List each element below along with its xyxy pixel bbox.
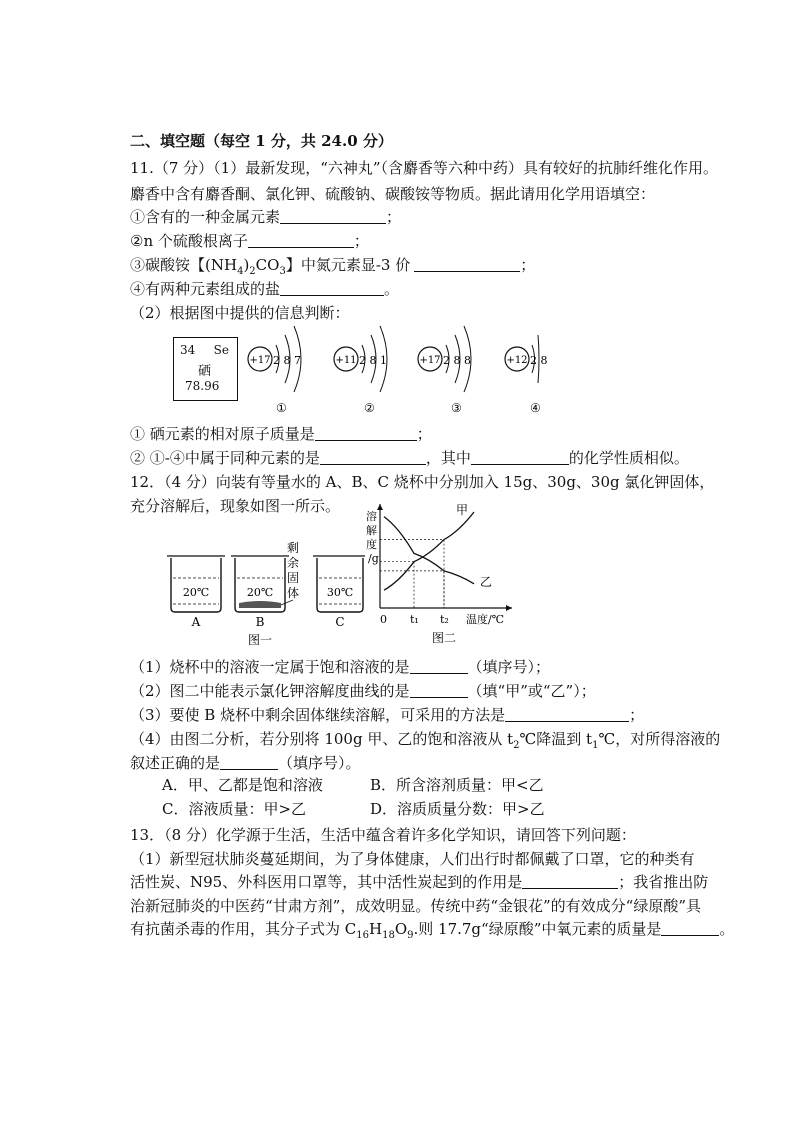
beaker-b-label: B xyxy=(255,615,265,629)
q11-item2-text: ②n 个硫酸根离子 xyxy=(130,232,248,250)
q13-line5-post: .则 17.7g“绿原酸”中氧元素的质量是 xyxy=(413,920,662,938)
element-atomic-number: 34 xyxy=(180,343,196,357)
atom-4-shells: 2 8 xyxy=(530,354,548,367)
q12-sub2-post: （填“甲”或“乙”）； xyxy=(467,682,596,700)
q13-line2: （1）新型冠状肺炎蔓延期间，为了身体健康，人们出行时都佩戴了口罩，它的种类有 xyxy=(130,850,695,868)
atom-4-label: ④ xyxy=(530,401,541,415)
q11-item3-sub1: 4 xyxy=(237,266,244,277)
beaker-b xyxy=(231,556,293,629)
q11-item1-text: ①含有的一种金属元素 xyxy=(130,208,281,226)
q11-item4-text: ④有两种元素组成的盐 xyxy=(130,280,281,298)
x-tick-label-1: t₁ xyxy=(410,613,419,626)
q12-option-b[interactable]: B．所含溶剂质量：甲<乙 xyxy=(370,776,544,794)
q11-item3-semicolon: ； xyxy=(520,256,536,274)
q13-line4: 治新冠肺炎的中医药“甘肃方剂”，成效明显。传统中药“金银花”的有效成分“绿原酸”具 xyxy=(130,897,702,915)
atom-4 xyxy=(505,335,548,415)
figure-2-solubility-chart xyxy=(362,500,522,650)
q12-sub4-mid: ℃降温到 t xyxy=(519,730,593,748)
q12-option-d[interactable]: D．溶质质量分数：甲>乙 xyxy=(370,800,545,818)
q12-sub4-s2: 1 xyxy=(592,740,599,751)
q12-sub2-text: （2）图二中能表示氯化钾溶解度曲线的是 xyxy=(130,682,410,700)
atom-diagrams xyxy=(240,318,548,418)
q13-formula-o: O xyxy=(394,920,408,938)
answer-blank-q11-1[interactable] xyxy=(280,209,386,224)
x-tick-label-0: 0 xyxy=(380,613,387,626)
figure-1-caption: 图一 xyxy=(247,633,273,647)
q11-item3-sub2: 2 xyxy=(249,266,256,277)
x-tick-label-2: t₂ xyxy=(440,613,449,626)
q11-line1: 11.（7 分）（1）最新发现，“六神丸”（含麝香等六种中药）具有较好的抗肺纤维化作用。 xyxy=(130,159,719,177)
answer-blank-q11-3[interactable] xyxy=(414,257,520,272)
undissolved-solid xyxy=(239,601,281,608)
q12-sub3-semicolon: ； xyxy=(629,706,645,724)
answer-blank-q12-3[interactable] xyxy=(505,707,629,722)
atom-2-shells: 2 8 1 xyxy=(359,354,387,367)
atom-1-nucleus: +17 xyxy=(249,355,271,366)
atom-3-label: ③ xyxy=(451,401,462,415)
atom-1 xyxy=(248,326,301,415)
x-axis-arrow xyxy=(506,605,512,611)
q11-item3-co: CO xyxy=(255,256,280,274)
beakers-svg xyxy=(165,520,365,650)
answer-blank-q12-2[interactable] xyxy=(410,683,468,698)
atom-3-shells: 2 8 8 xyxy=(443,354,471,367)
series-line-jia xyxy=(384,512,474,590)
q11-line2: 麝香中含有麝香酮、氯化钾、硫酸钠、碳酸铵等物质。据此请用化学用语填空： xyxy=(130,185,656,203)
atom-3-nucleus: +17 xyxy=(419,355,441,366)
q12-option-c[interactable]: C．溶液质量：甲>乙 xyxy=(162,800,307,818)
q13-line3-post: ；我省推出防 xyxy=(618,873,709,891)
beaker-b-temp: 20℃ xyxy=(246,586,274,599)
beaker-a-temp: 20℃ xyxy=(182,586,210,599)
atom-2 xyxy=(334,326,387,415)
atom-diagram-svg xyxy=(240,318,548,418)
q11-item3-mid: ) xyxy=(243,256,250,274)
q11-item3-sub3: 3 xyxy=(279,266,286,277)
q11-part2: （2）根据图中提供的信息判断： xyxy=(130,304,350,322)
answer-blank-q11-5[interactable] xyxy=(315,426,417,441)
q11-item2 xyxy=(130,231,369,251)
atom-3 xyxy=(418,326,471,415)
q13-formula-o-sub: 9 xyxy=(407,930,414,941)
q13-line5 xyxy=(130,919,734,939)
q11-item4 xyxy=(130,279,399,299)
figure-1-beakers xyxy=(165,520,365,650)
q13-line1: 13．（8 分）化学源于生活，生活中蕴含着许多化学知识，请回答下列问题： xyxy=(130,826,636,844)
element-name: 硒 xyxy=(198,364,212,379)
q11-question-b xyxy=(130,448,689,468)
answer-blank-q13-1[interactable] xyxy=(522,874,618,889)
q11-question-b-mid: ，其中 xyxy=(425,449,471,467)
q12-sub4-s1: 2 xyxy=(513,740,520,751)
q13-formula-h-sub: 18 xyxy=(382,930,395,941)
q13-formula-c: 16 xyxy=(356,930,369,941)
x-axis-label: 温度/℃ xyxy=(466,613,505,626)
q12-sub4 xyxy=(130,729,720,749)
solubility-chart-svg xyxy=(362,500,522,650)
q11-question-a xyxy=(130,424,432,444)
answer-blank-q11-6[interactable] xyxy=(320,450,426,465)
q12-sub4-line2 xyxy=(130,753,361,773)
figure-2-caption: 图二 xyxy=(432,631,457,645)
element-atomic-mass: 78.96 xyxy=(185,379,220,393)
chart-tick-labels xyxy=(380,613,449,626)
residue-label: 剩 余 固 体 xyxy=(287,541,300,600)
q11-item1 xyxy=(130,207,401,227)
q13-line5-pre: 有抗菌杀毒的作用，其分子式为 C xyxy=(130,920,357,938)
q11-question-a-text: ① 硒元素的相对原子质量是 xyxy=(130,425,315,443)
chart-series-group xyxy=(384,503,492,590)
atom-1-shells: 2 8 7 xyxy=(273,354,301,367)
q11-item2-semicolon: ； xyxy=(353,232,369,250)
section-title: 二、填空题（每空 1 分，共 24.0 分） xyxy=(130,132,393,150)
q12-line1: 12．（4 分）向装有等量水的 A、B、C 烧杯中分别加入 15g、30g、30g 氯化钾固体， xyxy=(130,473,715,491)
element-symbol: Se xyxy=(213,343,229,357)
q11-item3-pre: ③碳酸铵【(NH xyxy=(130,256,238,274)
q11-question-a-semicolon: ； xyxy=(416,425,432,443)
q13-formula-h: H xyxy=(368,920,383,938)
element-card-selenium xyxy=(173,337,238,401)
q12-sub3 xyxy=(130,705,644,725)
q12-sub4-pre: （4）由图二分析，若分别将 100g 甲、乙的饱和溶液从 t xyxy=(130,730,514,748)
q11-item3-post: 】中氮元素显-3 价 xyxy=(285,256,411,274)
q11-question-b-pre: ② ①-④中属于同种元素的是 xyxy=(130,449,320,467)
series-label-jia: 甲 xyxy=(456,503,469,517)
q12-line2: 充分溶解后，现象如图一所示。 xyxy=(130,497,341,515)
q11-item1-semicolon: ； xyxy=(386,208,402,226)
q13-line3-pre: 活性炭、N95、外科医用口罩等，其中活性炭起到的作用是 xyxy=(130,873,523,891)
answer-blank-q12-1[interactable] xyxy=(410,659,468,674)
atom-2-nucleus: +11 xyxy=(335,355,357,366)
q12-sub3-text: （3）要使 B 烧杯中剩余固体继续溶解，可采用的方法是 xyxy=(130,706,506,724)
atom-1-label: ① xyxy=(276,401,287,415)
beaker-c-temp: 30℃ xyxy=(326,586,354,599)
q12-sub1-post: （填序号）； xyxy=(467,658,551,676)
q11-item4-period: 。 xyxy=(384,280,400,298)
series-label-yi: 乙 xyxy=(480,574,493,589)
q12-sub2 xyxy=(130,681,596,701)
answer-blank-q13-2[interactable] xyxy=(661,921,719,936)
beaker-c xyxy=(313,556,365,629)
q13-line5-period: 。 xyxy=(719,920,735,938)
q12-option-a[interactable]: A．甲、乙都是饱和溶液 xyxy=(162,776,323,794)
beaker-c-label: C xyxy=(335,615,345,629)
q12-sub4-post: ℃，对所得溶液的 xyxy=(598,730,721,748)
answer-blank-q11-7[interactable] xyxy=(471,450,569,465)
answer-blank-q11-2[interactable] xyxy=(248,233,354,248)
q12-sub4-line2-post: （填序号）。 xyxy=(278,754,361,772)
y-axis-label: 溶 解 度 /g xyxy=(366,510,379,565)
q11-question-b-post: 的化学性质相似。 xyxy=(568,449,689,467)
q13-line3 xyxy=(130,872,708,892)
answer-blank-q12-4[interactable] xyxy=(220,755,278,770)
atom-4-nucleus: +12 xyxy=(506,355,528,366)
answer-blank-q11-4[interactable] xyxy=(280,281,384,296)
beaker-a xyxy=(167,556,225,629)
q12-sub1-text: （1）烧杯中的溶液一定属于饱和溶液的是 xyxy=(130,658,410,676)
q11-item3 xyxy=(130,255,535,275)
beaker-a-label: A xyxy=(191,615,201,629)
atom-2-label: ② xyxy=(364,401,375,415)
q12-sub4-line2-text: 叙述正确的是 xyxy=(130,754,221,772)
q12-sub1 xyxy=(130,657,550,677)
